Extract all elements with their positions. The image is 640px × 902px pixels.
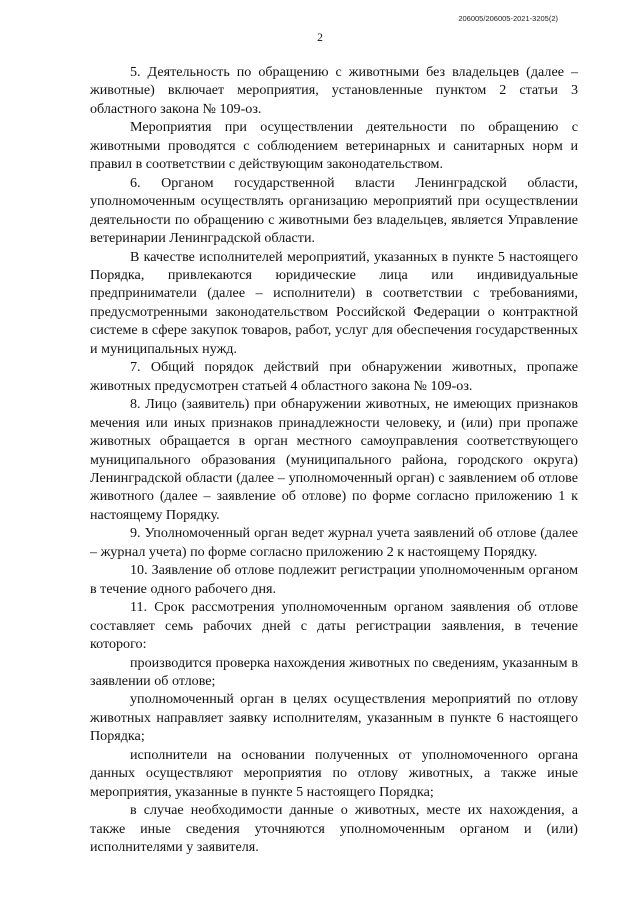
- page-number: 2: [317, 32, 323, 44]
- paragraph-6: 6. Органом государственной власти Ленинградской области, уполномоченным осуществлять организацию мероприятий при осуществлении деятельности по обращению с животными без владельцев, является Управление ветеринарии Ленинградской области.: [90, 174, 578, 247]
- paragraph-11-item-check: производится проверка нахождения животных по сведениям, указанным в заявлении об отлове;: [90, 654, 578, 689]
- paragraph-11-item-request: уполномоченный орган в целях осуществления мероприятий по отлову животных направляет заявку исполнителям, указанным в пункте 6 настоящего Порядка;: [90, 691, 578, 745]
- paragraph-11-item-clarify: в случае необходимости данные о животных, месте их нахождения, а также иные сведения уточняются уполномоченным органом и (или) исполнителями у заявителя.: [90, 802, 578, 856]
- paragraph-5: 5. Деятельность по обращению с животными без владельцев (далее – животные) включает мероприятия, установленные пунктом 2 статьи 3 областного закона № 109-оз.: [90, 64, 578, 117]
- paragraph-10: 10. Заявление об отлове подлежит регистрации уполномоченным органом в течение одного рабочего дня.: [90, 562, 578, 597]
- paragraph-11: 11. Срок рассмотрения уполномоченным органом заявления об отлове составляет семь рабочих дней с даты регистрации заявления, в течение которого:: [90, 599, 578, 653]
- paragraph-9: 9. Уполномоченный орган ведет журнал учета заявлений об отлове (далее – журнал учета) по форме согласно приложению 2 к настоящему Порядку.: [90, 525, 578, 560]
- paragraph-5-measures: Мероприятия при осуществлении деятельности по обращению с животными проводятся с соблюдением ветеринарных и санитарных норм и правил в соответствии с действующим законодательством.: [90, 119, 578, 173]
- document-id: 206005/206005-2021-3205(2): [458, 14, 558, 23]
- paragraph-8: 8. Лицо (заявитель) при обнаружении животных, не имеющих признаков мечения или иных признаков принадлежности человеку, и (или) при пропаже животных обращается в орган местного самоуправления соответствующего муниципального образования (муниципального района, городского округа) Ленинградской области (далее – уполномоченный орган) с заявлением об отлове животного (далее – заявление об отлове) по форме согласно приложению 1 к настоящему Порядку.: [90, 396, 578, 523]
- paragraph-11-item-executors: исполнители на основании полученных от уполномоченного органа данных осуществляют мероприятия по отлову животных, а также иные мероприятия, указанные в пункте 5 настоящего Порядка;: [90, 746, 578, 800]
- paragraph-6-executors: В качестве исполнителей мероприятий, указанных в пункте 5 настоящего Порядка, привлекаются юридические лица или индивидуальные предприниматели (далее – исполнители) в соответствии с требованиями, предусмотренными законодательством Российской Федерации о контрактной системе в сфере закупок товаров, работ, услуг для обеспечения государственных и муниципальных нужд.: [90, 248, 578, 357]
- paragraph-7: 7. Общий порядок действий при обнаружении животных, пропаже животных предусмотрен статьей 4 областного закона № 109-оз.: [90, 359, 578, 394]
- document-body: [90, 63, 578, 856]
